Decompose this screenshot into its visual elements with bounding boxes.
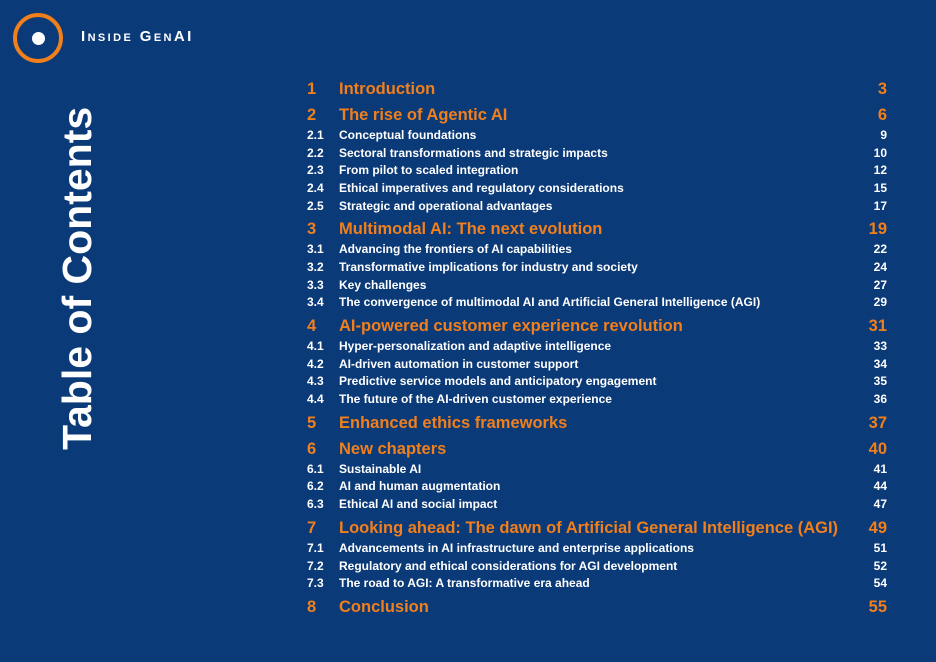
toc-section-entry[interactable] <box>307 179 887 197</box>
toc-entry-page: 49 <box>868 519 887 537</box>
toc-entry-num: 3.1 <box>307 242 324 257</box>
table-of-contents <box>307 79 887 618</box>
toc-entry-label: Ethical imperatives and regulatory considerations <box>339 180 624 195</box>
toc-entry-label: AI-powered customer experience revolution <box>339 317 683 336</box>
toc-entry-num: 6.3 <box>307 497 324 512</box>
toc-entry-num: 4 <box>307 317 317 336</box>
toc-entry-page: 22 <box>873 242 887 257</box>
toc-entry-label: Key challenges <box>339 277 427 292</box>
toc-entry-page: 29 <box>873 295 887 310</box>
toc-section-entry[interactable] <box>307 460 887 478</box>
toc-section-entry[interactable] <box>307 161 887 179</box>
toc-chapter-entry[interactable] <box>307 316 887 337</box>
toc-entry-num: 3.4 <box>307 295 324 310</box>
toc-entry-page: 40 <box>868 439 887 458</box>
toc-entry-label: Sustainable AI <box>339 461 422 476</box>
toc-entry-label: The road to AGI: A transformative era ahead <box>339 576 590 591</box>
toc-entry-num: 2.4 <box>307 180 324 195</box>
toc-entry-label: Sectoral transformations and strategic impacts <box>339 145 608 160</box>
toc-entry-num: 5 <box>307 413 317 432</box>
toc-chapter-entry[interactable] <box>307 79 887 100</box>
toc-section-entry[interactable] <box>307 495 887 513</box>
toc-entry-label: From pilot to scaled integration <box>339 163 519 178</box>
toc-entry-page: 52 <box>873 558 887 573</box>
toc-entry-label: New chapters <box>339 439 447 458</box>
toc-entry-page: 54 <box>873 576 887 591</box>
toc-entry-num: 2.5 <box>307 198 324 213</box>
toc-section-entry[interactable] <box>307 478 887 496</box>
toc-entry-num: 2 <box>307 106 317 124</box>
toc-entry-num: 6 <box>307 439 317 458</box>
toc-section-entry[interactable] <box>307 539 887 557</box>
toc-entry-num: 4.2 <box>307 356 324 371</box>
toc-entry-num: 6.1 <box>307 461 324 476</box>
toc-entry-label: The rise of Agentic AI <box>339 106 508 124</box>
toc-entry-num: 3.2 <box>307 259 324 274</box>
toc-section-entry[interactable] <box>307 337 887 355</box>
toc-entry-page: 17 <box>873 198 887 213</box>
toc-entry-num: 2.1 <box>307 127 324 142</box>
toc-entry-label: The convergence of multimodal AI and Artificial General Intelligence (AGI) <box>339 295 761 310</box>
toc-section-entry[interactable] <box>307 197 887 215</box>
toc-entry-num: 1 <box>307 80 317 98</box>
toc-entry-label: AI and human augmentation <box>339 479 501 494</box>
toc-entry-num: 7.3 <box>307 576 324 591</box>
logo-dot <box>32 32 45 45</box>
toc-entry-num: 4.4 <box>307 392 324 407</box>
toc-entry-page: 51 <box>873 540 887 555</box>
toc-entry-page: 9 <box>880 127 887 142</box>
toc-chapter-entry[interactable] <box>307 413 887 434</box>
toc-entry-page: 37 <box>868 413 887 432</box>
toc-entry-label: Regulatory and ethical considerations for AGI development <box>339 558 678 573</box>
toc-entry-label: Ethical AI and social impact <box>339 497 498 512</box>
toc-entry-num: 7.1 <box>307 540 324 555</box>
toc-entry-page: 36 <box>873 392 887 407</box>
toc-entry-label: Transformative implications for industry and society <box>339 259 638 274</box>
toc-section-entry[interactable] <box>307 240 887 258</box>
toc-entry-page: 35 <box>873 374 887 389</box>
toc-entry-page: 19 <box>868 220 887 239</box>
toc-entry-num: 3 <box>307 220 317 239</box>
toc-entry-label: Conceptual foundations <box>339 127 477 142</box>
toc-entry-label: Introduction <box>339 80 436 98</box>
toc-chapter-entry[interactable] <box>307 105 887 126</box>
toc-entry-page: 27 <box>873 277 887 292</box>
toc-entry-label: Looking ahead: The dawn of Artificial General Intelligence (AGI) <box>339 519 839 537</box>
toc-entry-page: 55 <box>868 598 887 617</box>
toc-chapter-entry[interactable] <box>307 597 887 618</box>
toc-entry-page: 12 <box>873 163 887 178</box>
toc-entry-label: Hyper-personalization and adaptive intelligence <box>339 339 612 354</box>
toc-entry-label: Advancements in AI infrastructure and enterprise applications <box>339 540 694 555</box>
toc-section-entry[interactable] <box>307 355 887 373</box>
toc-entry-label: Conclusion <box>339 598 429 617</box>
toc-entry-page: 24 <box>873 259 887 274</box>
toc-entry-page: 6 <box>877 106 887 124</box>
toc-entry-label: AI-driven automation in customer support <box>339 356 579 371</box>
toc-section-entry[interactable] <box>307 144 887 162</box>
toc-entry-num: 2.3 <box>307 163 324 178</box>
toc-entry-page: 44 <box>873 479 887 494</box>
toc-section-entry[interactable] <box>307 557 887 575</box>
toc-entry-num: 2.2 <box>307 145 324 160</box>
toc-section-entry[interactable] <box>307 373 887 391</box>
toc-chapter-entry[interactable] <box>307 439 887 460</box>
brand-name: Inside GenAI <box>81 28 194 45</box>
toc-entry-label: Predictive service models and anticipatory engagement <box>339 374 657 389</box>
toc-entry-page: 34 <box>873 356 887 371</box>
toc-entry-page: 33 <box>873 339 887 354</box>
toc-entry-label: Multimodal AI: The next evolution <box>339 220 603 239</box>
page-title: Table of Contents <box>54 106 100 450</box>
toc-entry-num: 7.2 <box>307 558 324 573</box>
toc-section-entry[interactable] <box>307 276 887 294</box>
toc-entry-num: 8 <box>307 598 317 617</box>
toc-entry-num: 4.1 <box>307 339 324 354</box>
toc-entry-label: Strategic and operational advantages <box>339 198 553 213</box>
toc-section-entry[interactable] <box>307 126 887 144</box>
toc-section-entry[interactable] <box>307 258 887 276</box>
toc-entry-page: 31 <box>868 317 887 336</box>
toc-section-entry[interactable] <box>307 574 887 592</box>
toc-section-entry[interactable] <box>307 390 887 408</box>
toc-chapter-entry[interactable] <box>307 219 887 240</box>
toc-entry-label: Advancing the frontiers of AI capabilities <box>339 242 572 257</box>
toc-entry-num: 4.3 <box>307 374 324 389</box>
toc-entry-page: 41 <box>873 461 887 476</box>
toc-entry-page: 47 <box>873 497 887 512</box>
toc-section-entry[interactable] <box>307 294 887 312</box>
toc-entry-label: The future of the AI-driven customer experience <box>339 392 612 407</box>
toc-chapter-entry[interactable] <box>307 518 887 539</box>
toc-entry-page: 15 <box>873 180 887 195</box>
toc-entry-num: 6.2 <box>307 479 324 494</box>
toc-entry-label: Enhanced ethics frameworks <box>339 413 568 432</box>
toc-entry-num: 3.3 <box>307 277 324 292</box>
toc-entry-num: 7 <box>307 519 317 537</box>
toc-entry-page: 3 <box>877 80 887 98</box>
toc-entry-page: 10 <box>873 145 887 160</box>
brand-logo-icon <box>13 13 63 63</box>
